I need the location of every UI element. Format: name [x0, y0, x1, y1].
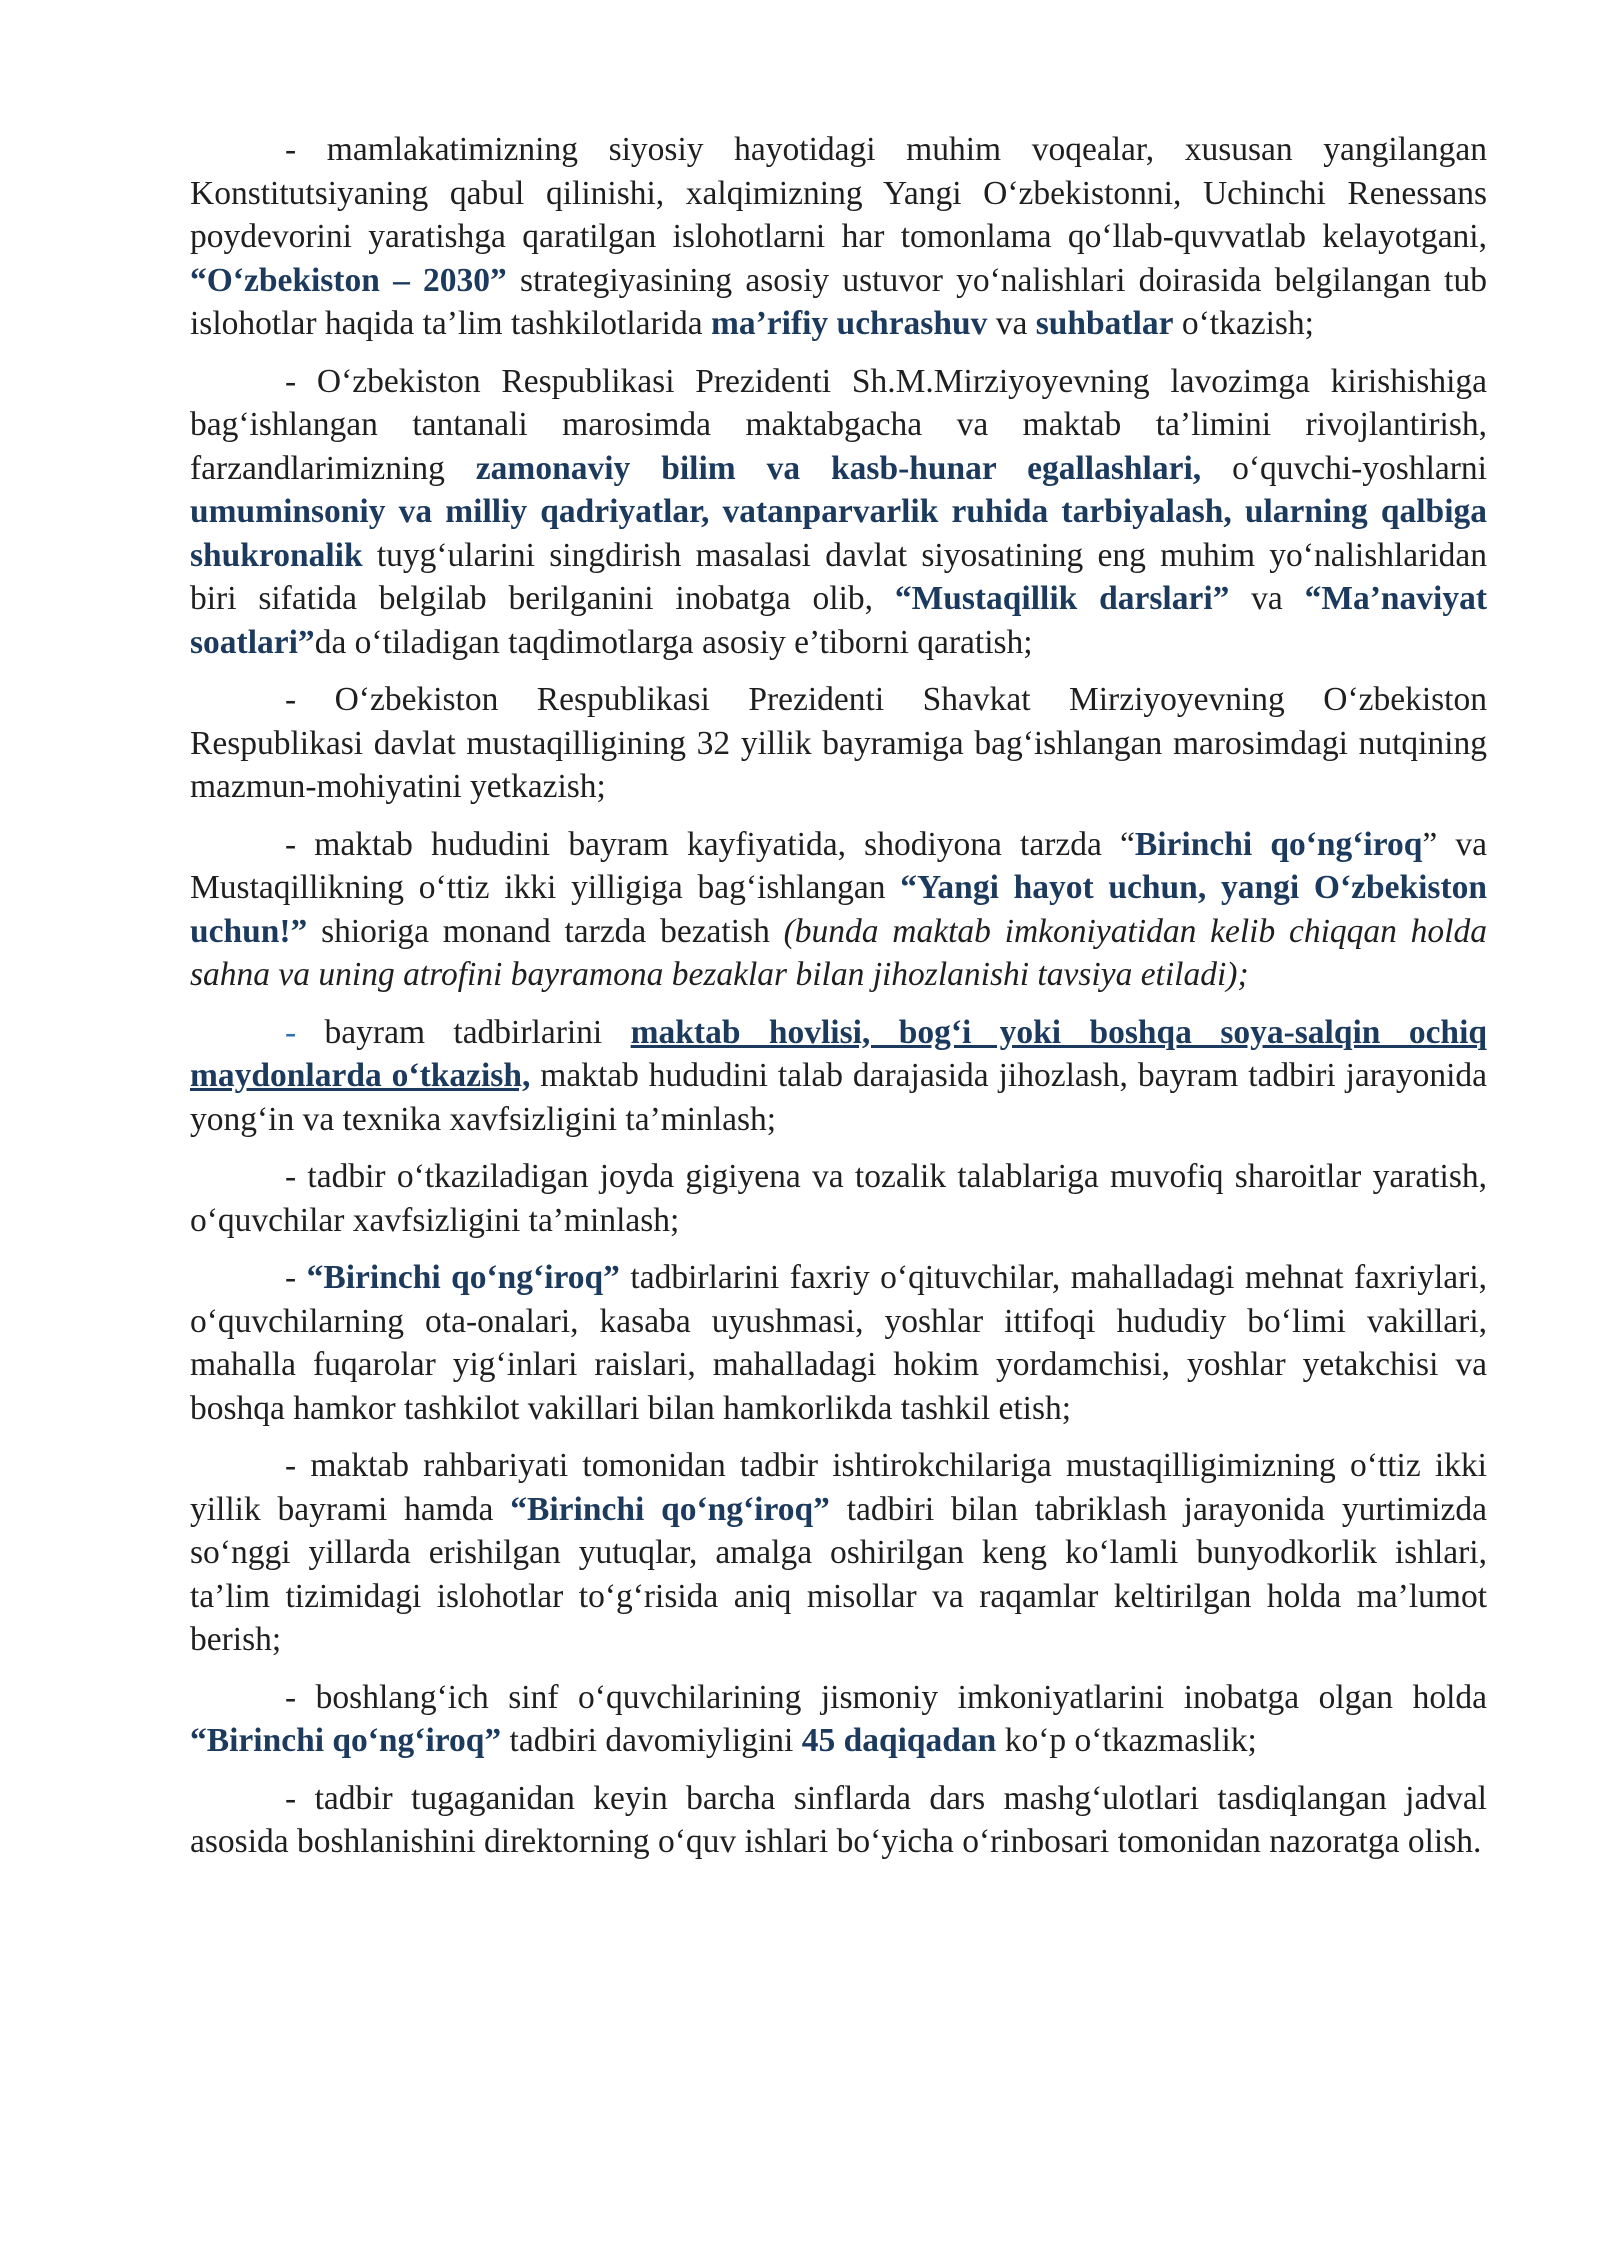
text-run: - tadbir tugaganidan keyin barcha sinflarda dars mashg‘ulotlari tasdiqlangan jadval asosida boshlanishini direktorning o‘quv ishlari bo‘yicha o‘rinbosari tomonidan nazoratga olish.: [190, 1779, 1487, 1860]
text-run: ” va Mustaqillikning o‘ttiz ikki yilligiga bag‘ishlangan: [190, 825, 1487, 906]
emphasized-text: maktab hovlisi, bog‘i yoki boshqa soya-salqin ochiq maydonlarda o‘tkazish,: [190, 1013, 1488, 1094]
document-page: [190, 128, 1487, 1878]
paragraph-p7: [190, 1256, 1487, 1430]
paragraph-p2: [190, 360, 1487, 665]
text-run: -: [285, 1259, 307, 1296]
paragraph-p3: [190, 678, 1487, 809]
text-run: - tadbir o‘tkaziladigan joyda gigiyena va tozalik talablariga muvofiq sharoitlar yaratish, o‘quvchilar xavfsizligini ta’minlash;: [190, 1158, 1487, 1239]
text-run: tuyg‘ularini singdirish masalasi davlat siyosatining eng muhim yo‘nalishlaridan biri sifatida belgilab berilganini inobatga olib,: [190, 536, 1487, 617]
text-run: va: [987, 305, 1036, 342]
emphasized-text: “Mustaqillik darslari”: [894, 580, 1230, 617]
text-run: tadbiri davomiyligini: [501, 1722, 802, 1759]
emphasized-text: “Ma’naviyat soatlari”: [190, 580, 1487, 661]
text-run: ko‘p o‘tkazmaslik;: [996, 1722, 1257, 1759]
emphasized-text: “Yangi hayot uchun, yangi O‘zbekiston uchun!”: [190, 869, 1487, 950]
paragraph-p1: [190, 128, 1487, 346]
emphasized-text: “O‘zbekiston – 2030”: [190, 261, 507, 299]
text-run: - O‘zbekiston Respublikasi Prezidenti Sh.M.Mirziyoyevning lavozimga kirishishiga bag‘ishlangan tantanali marosimda maktabgacha va maktab ta’limini rivojlantirish, farzandlarimizning: [190, 362, 1487, 487]
emphasized-text: -: [285, 1013, 297, 1051]
text-run: tadbirlarini faxriy o‘qituvchilar, mahalladagi mehnat faxriylari, o‘quvchilarning ota-onalari, kasaba uyushmasi, yoshlar ittifoqi hududiy bo‘limi vakillari, mahalla fuqarolar yig‘inlari raislari, mahalladagi hokim yordamchisi, yoshlar yetakchisi va boshqa hamkor tashkilot vakillari bilan hamkorlikda tashkil etish;: [190, 1259, 1488, 1427]
italic-note: (bunda maktab imkoniyatidan kelib chiqqan holda sahna va uning atrofini bayramona bezaklar bilan jihozlanishi tavsiya etiladi);: [190, 912, 1487, 993]
text-run: - mamlakatimizning siyosiy hayotidagi muhim voqealar, xususan yangilangan Konstitutsiyaning qabul qilinishi, xalqimizning Yangi O‘zbekistonni, Uchinchi Renessans poydevorini yaratishga qaratilgan islohotlarni har tomonlama qo‘llab-quvvatlab kelayotgani,: [190, 131, 1487, 255]
text-run: - maktab hududini bayram kayfiyatida, shodiyona tarzda “: [285, 825, 1135, 863]
text-run: - O‘zbekiston Respublikasi Prezidenti Shavkat Mirziyoyevning O‘zbekiston Respublikasi davlat mustaqilligining 32 yillik bayramiga bag‘ishlangan marosimdagi nutqining mazmun-mohiyatini yetkazish;: [190, 681, 1487, 805]
paragraph-p9: [190, 1676, 1487, 1763]
paragraph-p10: [190, 1777, 1487, 1864]
text-run: strategiyasining asosiy ustuvor yo‘nalishlari doirasida belgilangan tub islohotlar haqida ta’lim tashkilotlarida: [190, 261, 1487, 342]
emphasized-text: ma’rifiy uchrashuv: [710, 305, 988, 342]
text-run: bayram tadbirlarini: [296, 1013, 631, 1051]
paragraph-p4: [190, 823, 1487, 997]
emphasized-text: suhbatlar: [1035, 305, 1174, 342]
paragraph-p6: [190, 1155, 1487, 1242]
emphasized-text: Birinchi qo‘ng‘iroq: [1134, 825, 1423, 863]
text-run: - maktab rahbariyati tomonidan tadbir ishtirokchilariga mustaqilligimizning o‘ttiz ikki yillik bayrami hamda: [190, 1447, 1487, 1528]
emphasized-text: 45 daqiqadan: [801, 1722, 997, 1759]
text-run: va: [1229, 580, 1305, 617]
text-run: da o‘tiladigan taqdimotlarga asosiy e’tiborni qaratish;: [314, 623, 1033, 661]
text-run: o‘tkazish;: [1173, 305, 1314, 342]
paragraph-p8: [190, 1444, 1487, 1662]
emphasized-text: zamonaviy bilim va kasb-hunar egallashlari,: [475, 449, 1202, 487]
emphasized-text: “Birinchi qo‘ng‘iroq”: [510, 1490, 830, 1528]
paragraph-p5: [190, 1011, 1487, 1142]
emphasized-text: “Birinchi qo‘ng‘iroq”: [190, 1722, 502, 1759]
text-run: shioriga monand tarzda bezatish: [307, 912, 784, 950]
text-run: maktab hududini talab darajasida jihozlash, bayram tadbiri jarayonida yong‘in va texnika xavfsizligini ta’minlash;: [190, 1057, 1487, 1138]
emphasized-text: umuminsoniy va milliy qadriyatlar, vatanparvarlik ruhida tarbiyalash, ularning qalbiga shukronalik: [190, 493, 1487, 574]
text-run: tadbiri bilan tabriklash jarayonida yurtimizda so‘nggi yillarda erishilgan yutuqlar, amalga oshirilgan keng ko‘lamli bunyodkorlik ishlari, ta’lim tizimidagi islohotlar to‘g‘risida aniq misollar va raqamlar keltirilgan holda ma’lumot berish;: [190, 1490, 1487, 1658]
emphasized-text: “Birinchi qo‘ng‘iroq”: [306, 1259, 620, 1296]
text-run: o‘quvchi-yoshlarni: [1201, 449, 1487, 487]
text-run: - boshlang‘ich sinf o‘quvchilarining jismoniy imkoniyatlarini inobatga olgan holda: [285, 1678, 1487, 1716]
